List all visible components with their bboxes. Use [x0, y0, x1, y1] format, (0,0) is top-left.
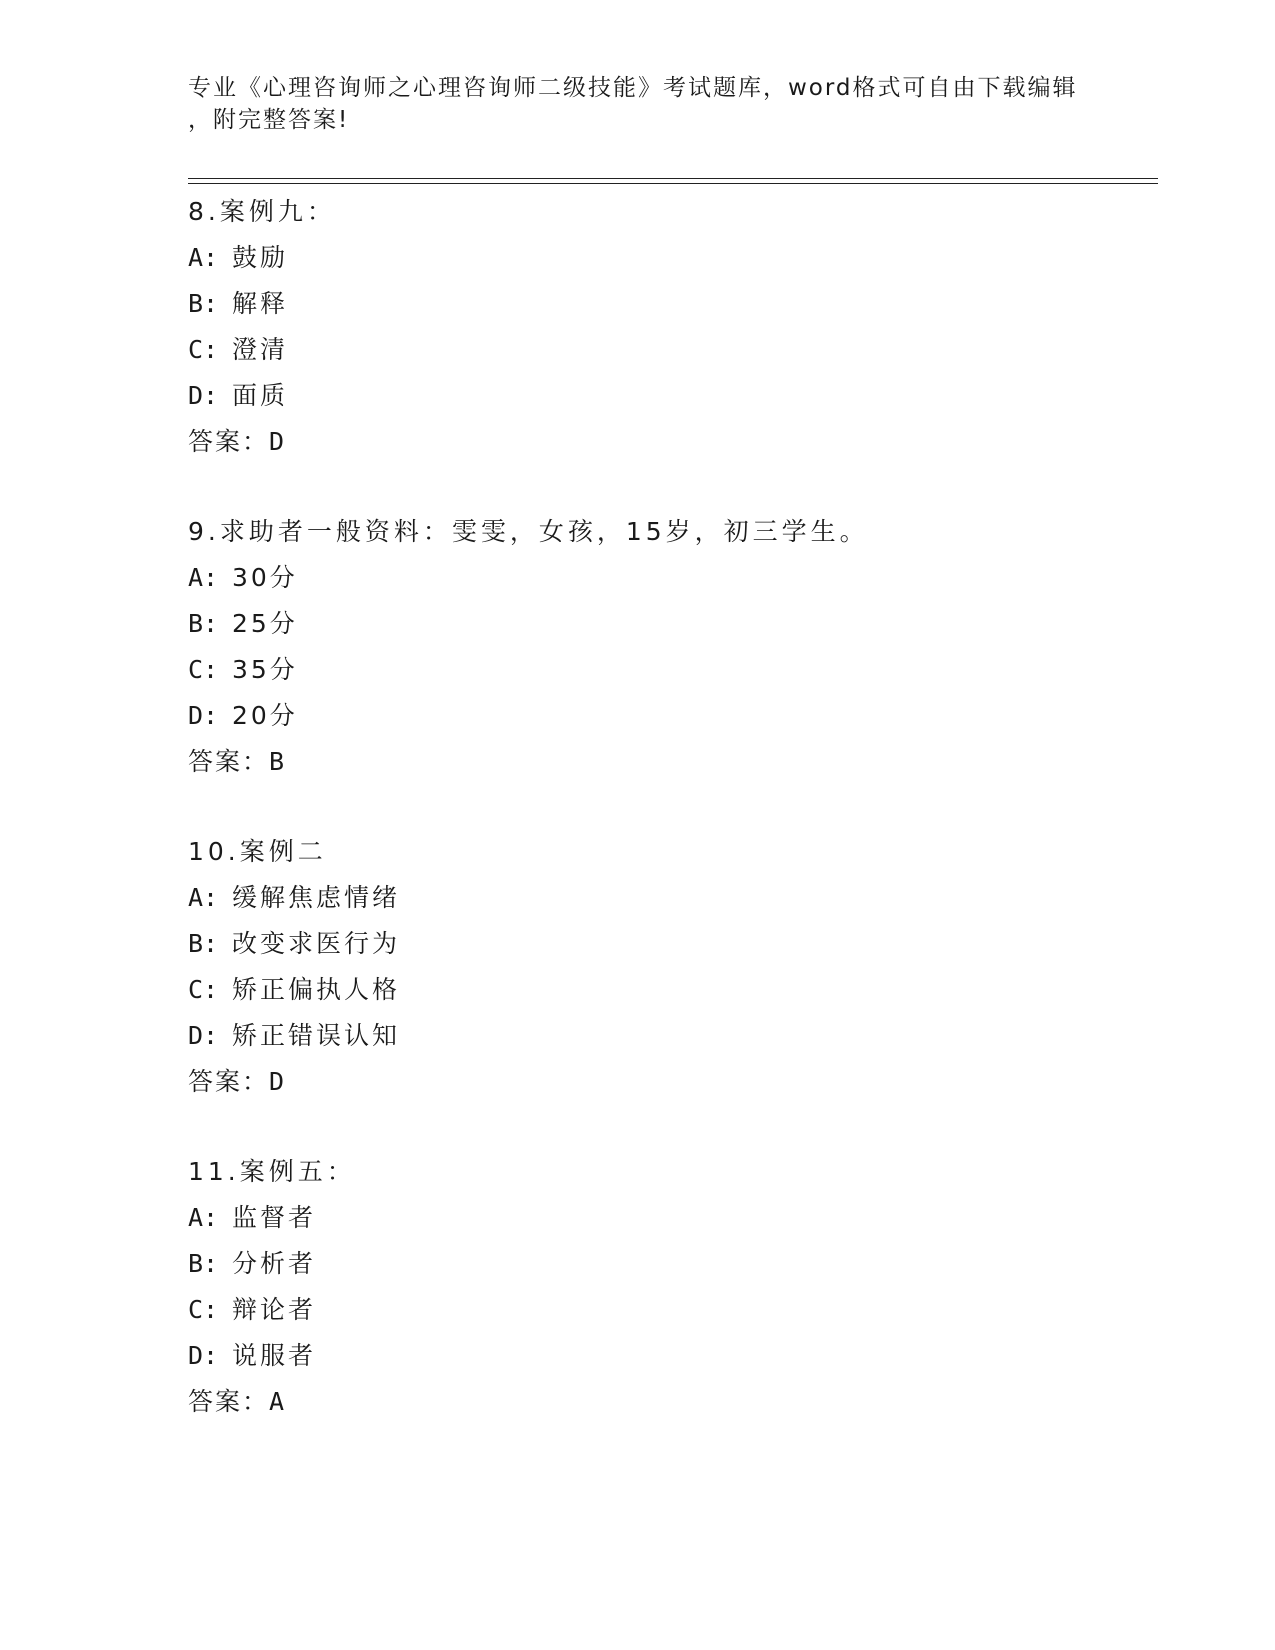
question-list [188, 189, 1148, 1469]
answer-label: 答案： [188, 427, 270, 456]
option-letter: D: [188, 701, 219, 730]
answer-label: 答案： [188, 1387, 270, 1416]
answer-value: A [269, 1387, 285, 1416]
document-header [188, 72, 1078, 136]
option-d [188, 1013, 1148, 1059]
option-letter: A: [188, 563, 219, 592]
option-text: 说服者 [232, 1341, 317, 1370]
question-item [188, 1149, 1148, 1425]
question-item [188, 509, 1148, 785]
option-a [188, 875, 1148, 921]
option-a [188, 555, 1148, 601]
option-b [188, 281, 1148, 327]
answer-line [188, 739, 1148, 785]
answer-value: B [269, 747, 285, 776]
question-stem: 8.案例九： [188, 197, 336, 226]
option-text: 矫正偏执人格 [232, 975, 401, 1004]
option-letter: C: [188, 975, 219, 1004]
question-item [188, 829, 1148, 1105]
option-c [188, 647, 1148, 693]
option-text: 澄清 [232, 335, 289, 364]
question-item [188, 189, 1148, 465]
option-text: 矫正错误认知 [232, 1021, 401, 1050]
option-letter: D: [188, 1341, 219, 1370]
answer-line [188, 1379, 1148, 1425]
option-c [188, 327, 1148, 373]
question-stem: 9.求助者一般资料：雯雯，女孩，15岁，初三学生。 [188, 517, 869, 546]
option-letter: D: [188, 381, 219, 410]
option-letter: C: [188, 1295, 219, 1324]
option-text: 解释 [232, 289, 289, 318]
option-c [188, 1287, 1148, 1333]
option-text: 面质 [232, 381, 289, 410]
option-a [188, 235, 1148, 281]
option-letter: A: [188, 883, 219, 912]
header-title-line-1: 专业《心理咨询师之心理咨询师二级技能》考试题库，word格式可自由下载编辑 [188, 75, 1078, 101]
option-letter: B: [188, 289, 219, 318]
option-text: 缓解焦虑情绪 [232, 883, 401, 912]
option-letter: C: [188, 655, 219, 684]
option-text: 辩论者 [232, 1295, 317, 1324]
option-letter: C: [188, 335, 219, 364]
option-b [188, 601, 1148, 647]
option-c [188, 967, 1148, 1013]
option-text: 20分 [232, 701, 298, 730]
option-d [188, 693, 1148, 739]
option-text: 改变求医行为 [232, 929, 401, 958]
option-letter: B: [188, 1249, 219, 1278]
option-text: 监督者 [232, 1203, 317, 1232]
answer-label: 答案： [188, 747, 270, 776]
option-b [188, 1241, 1148, 1287]
option-d [188, 1333, 1148, 1379]
answer-line [188, 419, 1148, 465]
answer-line [188, 1059, 1148, 1105]
question-stem: 11.案例五： [188, 1157, 356, 1186]
option-letter: A: [188, 243, 219, 272]
option-text: 30分 [232, 563, 298, 592]
option-d [188, 373, 1148, 419]
option-a [188, 1195, 1148, 1241]
question-stem: 10.案例二 [188, 837, 327, 866]
option-letter: D: [188, 1021, 219, 1050]
option-text: 鼓励 [232, 243, 289, 272]
option-letter: B: [188, 929, 219, 958]
answer-value: D [269, 427, 285, 456]
answer-value: D [269, 1067, 285, 1096]
option-letter: B: [188, 609, 219, 638]
option-text: 35分 [232, 655, 298, 684]
option-text: 分析者 [232, 1249, 317, 1278]
header-title-line-2: ，附完整答案! [188, 107, 350, 133]
answer-label: 答案： [188, 1067, 270, 1096]
header-divider [188, 178, 1158, 184]
option-b [188, 921, 1148, 967]
option-text: 25分 [232, 609, 298, 638]
option-letter: A: [188, 1203, 219, 1232]
